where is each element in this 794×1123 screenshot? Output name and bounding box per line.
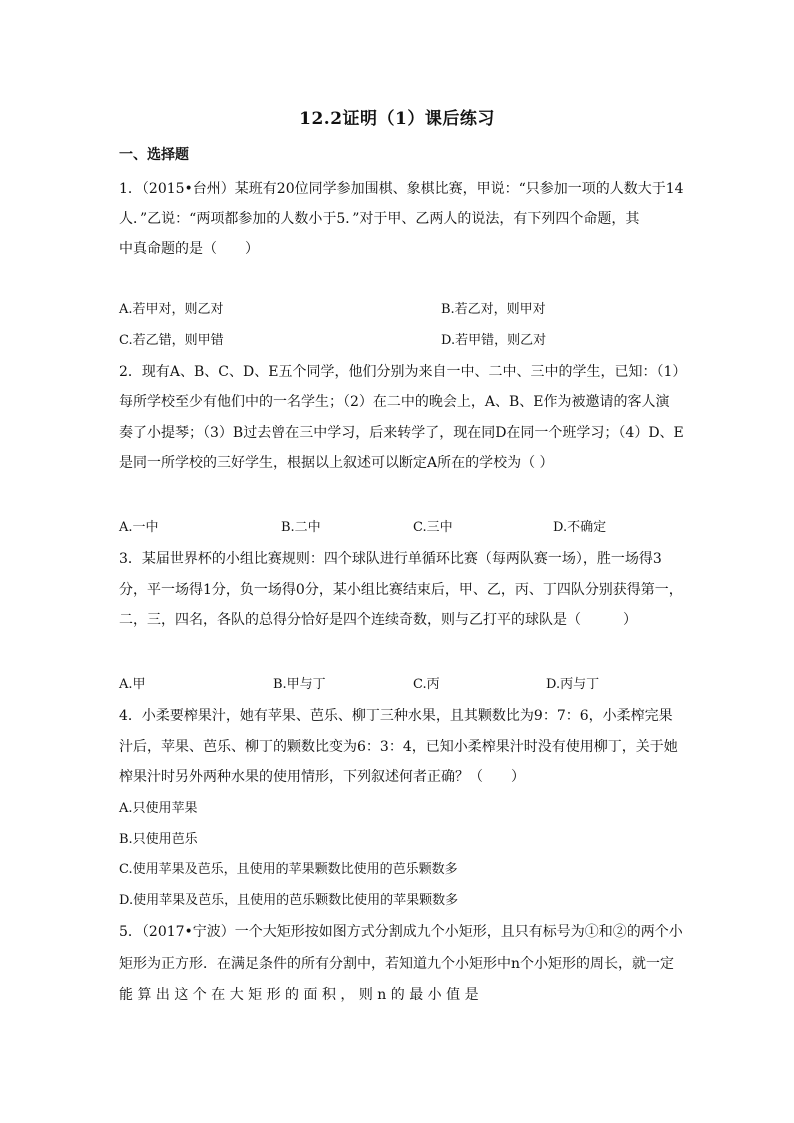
- q5-line: 能 算 出 这 个 在 大 矩 形 的 面 积 ， 则 n 的 最 小 值 是: [119, 987, 479, 1003]
- q1-option-a: A.若甲对，则乙对: [119, 302, 224, 317]
- q3-line: 3．某届世界杯的小组比赛规则：四个球队进行单循环比赛（每两队赛一场），胜一场得3: [119, 551, 662, 567]
- q2-line: 2．现有A、B、C、D、E五个同学，他们分别为来自一中、二中、三中的学生，已知：（1）: [119, 364, 687, 380]
- q5-line: 5．（2017•宁波）一个大矩形按如图方式分割成九个小矩形，且只有标号为①和②的两个小: [119, 924, 683, 940]
- q4-line: 榨果汁时另外两种水果的使用情形，下列叙述何者正确？（ ）: [119, 769, 525, 785]
- q2-option-b: B.二中: [281, 520, 321, 535]
- q1-line: 中真命题的是（ ）: [119, 241, 259, 257]
- q2-line: 每所学校至少有他们中的一名学生；（2）在二中的晚会上，A、B、E作为被邀请的客人演: [119, 394, 670, 410]
- q1-line: 1．（2015•台州）某班有20位同学参加围棋、象棋比赛，甲说：“只参加一项的人数大于14: [119, 181, 684, 197]
- q2-option-c: C.三中: [413, 520, 453, 535]
- q1-option-b: B.若乙对，则甲对: [441, 302, 546, 317]
- q3-option-c: C.丙: [413, 677, 440, 692]
- q1-option-d: D.若甲错，则乙对: [441, 333, 547, 348]
- q4-option-c: C.使用苹果及芭乐，且使用的苹果颗数比使用的芭乐颗数多: [119, 862, 458, 877]
- q1-option-c: C.若乙错，则甲错: [119, 333, 224, 348]
- q2-line: 奏了小提琴；（3）B过去曾在三中学习，后来转学了，现在同D在同一个班学习；（4）D、E: [119, 425, 684, 441]
- section-heading: 一、选择题: [119, 147, 189, 163]
- q3-option-d: D.丙与丁: [546, 677, 600, 692]
- q1-line: 人．”乙说：“两项都参加的人数小于5．”对于甲、乙两人的说法，有下列四个命题，其: [119, 211, 640, 227]
- q2-option-a: A.一中: [119, 520, 159, 535]
- page-title: 12.2证明（1）课后练习: [299, 109, 495, 129]
- q4-option-b: B.只使用芭乐: [119, 832, 198, 847]
- q4-option-a: A.只使用苹果: [119, 801, 198, 816]
- q2-line: 是同一所学校的三好学生，根据以上叙述可以断定A所在的学校为（ ）: [119, 455, 554, 471]
- q3-option-b: B.甲与丁: [273, 677, 326, 692]
- q2-option-d: D.不确定: [553, 520, 607, 535]
- q3-line: 分，平一场得1分，负一场得0分，某小组比赛结束后，甲、乙，丙、丁四队分别获得第一，: [119, 582, 683, 598]
- q5-line: 矩形为正方形．在满足条件的所有分割中，若知道九个小矩形中n个小矩形的周长，就一定: [119, 956, 675, 972]
- q4-option-d: D.使用苹果及芭乐，且使用的芭乐颗数比使用的苹果颗数多: [119, 893, 459, 908]
- q3-option-a: A.甲: [119, 677, 146, 692]
- q4-line: 汁后，苹果、芭乐、柳丁的颗数比变为6：3：4，已知小柔榨果汁时没有使用柳丁，关于她: [119, 739, 678, 755]
- q3-line: 二，三，四名，各队的总得分恰好是四个连续奇数，则与乙打平的球队是（ ）: [119, 612, 637, 628]
- q4-line: 4．小柔要榨果汁，她有苹果、芭乐、柳丁三种水果，且其颗数比为9：7：6，小柔榨完果: [119, 708, 673, 724]
